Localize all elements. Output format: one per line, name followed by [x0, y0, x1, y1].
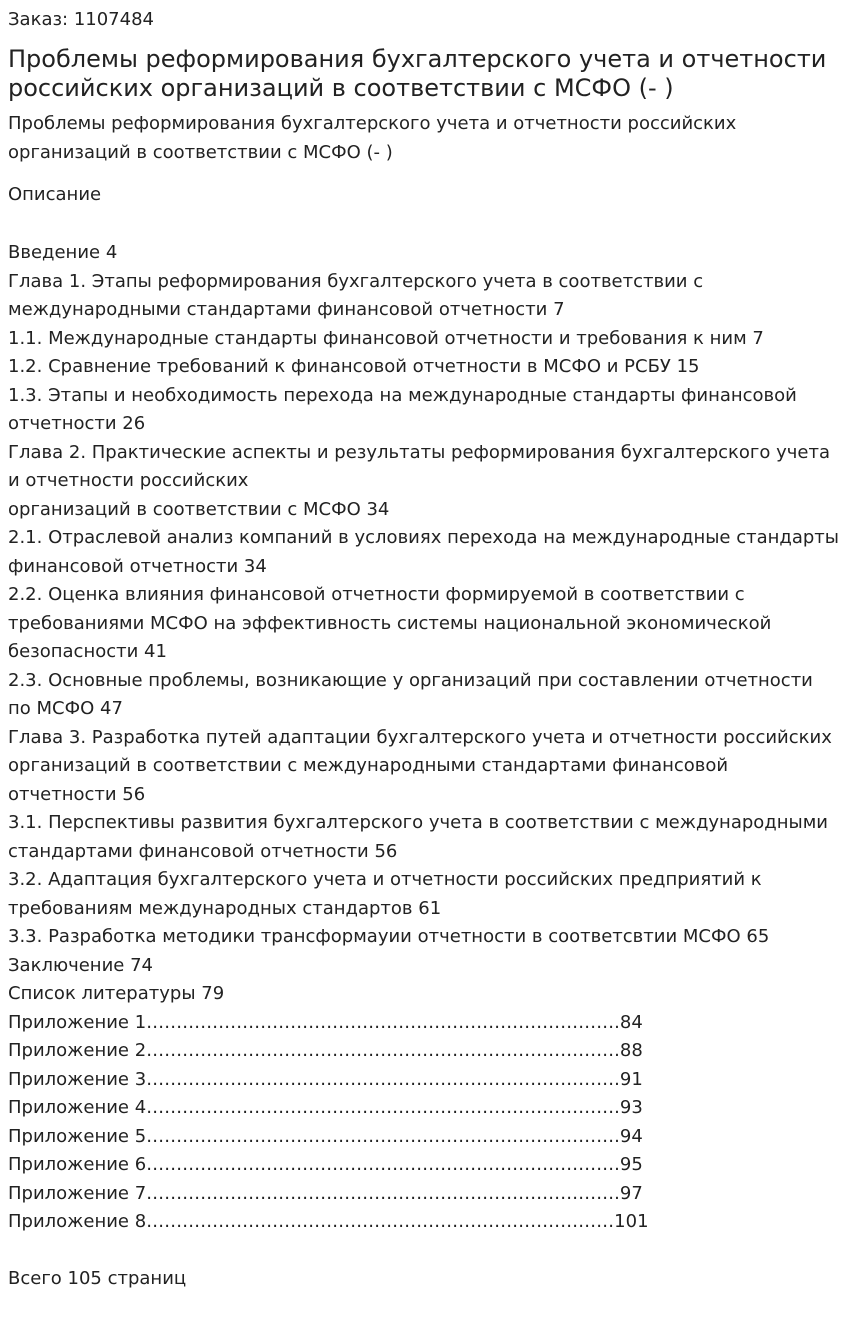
toc-item: Приложение 8……………………………………………………………………101	[8, 1211, 649, 1232]
toc-item: Приложение 7…………………………………………………………………….97	[8, 1182, 643, 1204]
toc-item: Приложение 6…………………………………………………………………….95	[8, 1154, 643, 1175]
toc-item: Введение 4	[8, 242, 118, 263]
order-number: Заказ: 1107484	[8, 9, 154, 30]
toc-item: организаций в соответствии с МСФО 34	[8, 498, 390, 520]
toc-item: Приложение 5…………………………………………………………………….94	[8, 1125, 643, 1147]
toc-item: Приложение 4…………………………………………………………………….93	[8, 1097, 643, 1118]
toc-item: 2.3. Основные проблемы, возникающие у организаций при составлении отчетности по МСФО 47	[8, 669, 813, 719]
table-of-contents	[8, 239, 839, 1237]
toc-item: Приложение 2…………………………………………………………………….88	[8, 1040, 643, 1061]
toc-item: Список литературы 79	[8, 983, 225, 1004]
description-heading: Описание	[8, 184, 102, 205]
toc-item: Глава 2. Практические аспекты и результаты реформирования бухгалтерского учета и отчетности российских	[8, 441, 830, 491]
toc-item: 1.2. Сравнение требований к финансовой отчетности в МСФО и РСБУ 15	[8, 356, 700, 377]
toc-item: 2.1. Отраслевой анализ компаний в условиях перехода на международные стандарты финансовой отчетности 34	[8, 527, 840, 577]
total-pages: Всего 105 страниц	[8, 1267, 187, 1289]
toc-item: Глава 1. Этапы реформирования бухгалтерского учета в соответствии с международными стандартами финансовой отчетности 7	[8, 270, 704, 320]
toc-item: 3.2. Адаптация бухгалтерского учета и отчетности российских предприятий к требованиям международных стандартов 61	[8, 869, 762, 919]
toc-item: Глава 3. Разработка путей адаптации бухгалтерского учета и отчетности российских организаций в соответствии с международными стандартами финансовой отчетности 56	[8, 726, 832, 805]
toc-item: Приложение 1…………………………………………………………………….84	[8, 1011, 643, 1033]
toc-item: 3.3. Разработка методики трансформауии отчетности в соответсвтии МСФО 65	[8, 926, 770, 947]
toc-item: Заключение 74	[8, 954, 153, 976]
toc-item: 1.3. Этапы и необходимость перехода на международные стандарты финансовой отчетности 26	[8, 384, 797, 434]
toc-item: 2.2. Оценка влияния финансовой отчетности формируемой в соответствии с требованиями МСФО на эффективность системы национальной экономической безопасности 41	[8, 584, 772, 662]
toc-item: Приложение 3…………………………………………………………………….91	[8, 1068, 643, 1090]
toc-item: 3.1. Перспективы развития бухгалтерского учета в соответствии с международными стандартами финансовой отчетности 56	[8, 812, 829, 862]
subtitle: Проблемы реформирования бухгалтерского учета и отчетности российских организаций в соответствии с МСФО (- )	[8, 113, 737, 163]
page-title: Проблемы реформирования бухгалтерского учета и отчетности российских организаций в соответствии с МСФО (- )	[8, 45, 827, 102]
toc-item: 1.1. Международные стандарты финансовой отчетности и требования к ним 7	[8, 327, 764, 349]
